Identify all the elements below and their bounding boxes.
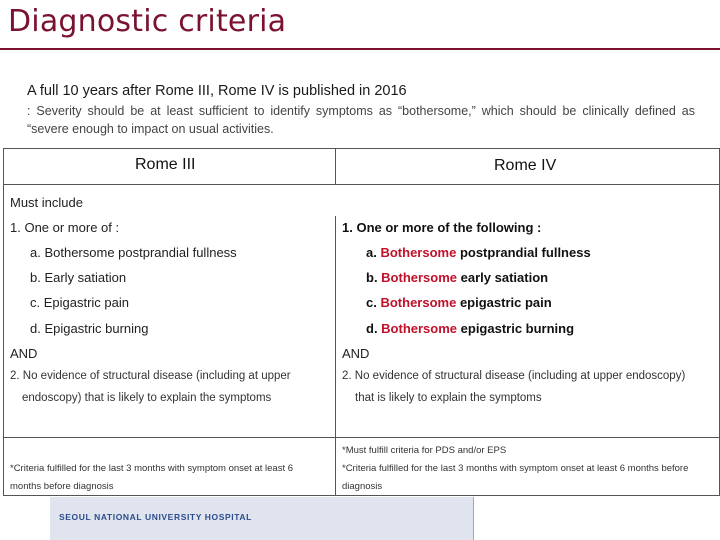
bothersome-highlight: Bothersome: [381, 270, 458, 285]
header-divider: [3, 184, 720, 185]
right-item1: 1. One or more of the following :: [342, 220, 542, 235]
right-item-c: c. Bothersome epigastric pain: [366, 295, 552, 310]
footnote-right-line2: diagnosis: [342, 481, 383, 492]
left-item1: 1. One or more of :: [10, 220, 120, 235]
left-item-d: d. Epigastric burning: [30, 321, 149, 336]
footnote-divider: [3, 437, 720, 438]
left-and: AND: [10, 346, 38, 361]
bothersome-highlight: Bothersome: [381, 321, 458, 336]
right-item-a: a. Bothersome postprandial fullness: [366, 245, 591, 260]
right-item2-line2: that is likely to explain the symptoms: [355, 392, 542, 404]
left-item-a: a. Bothersome postprandial fullness: [30, 245, 237, 260]
left-item2-line2: endoscopy) that is likely to explain the symptoms: [22, 392, 272, 404]
footnote-right-line1: *Criteria fulfilled for the last 3 months with symptom onset at least 6 months before: [342, 463, 689, 474]
right-item-b: b. Bothersome early satiation: [366, 270, 549, 285]
must-include-label: Must include: [10, 195, 83, 210]
left-item2-line1: 2. No evidence of structural disease (including at upper: [10, 370, 291, 382]
left-item-c: c. Epigastric pain: [30, 295, 129, 310]
title-bar: [0, 0, 720, 50]
right-and: AND: [342, 346, 370, 361]
bothersome-highlight: Bothersome: [380, 245, 457, 260]
rome-iii-header: Rome III: [135, 156, 196, 173]
left-item-b: b. Early satiation: [30, 270, 127, 285]
severity-note: : Severity should be at least sufficient to identify symptoms as “bothersome,” which should be clinically defined as “severe enough to impact on usual activities.: [27, 104, 695, 136]
footer-edge: [473, 497, 474, 540]
subtitle: A full 10 years after Rome III, Rome IV is published in 2016: [27, 83, 407, 99]
footnote-left-line2: months before diagnosis: [10, 481, 114, 492]
footnote-pds-eps: *Must fulfill criteria for PDS and/or EPS: [342, 445, 507, 456]
right-item2-line1: 2. No evidence of structural disease (including at upper endoscopy): [342, 370, 686, 382]
bothersome-highlight: Bothersome: [380, 295, 457, 310]
page-title: Diagnostic criteria: [8, 4, 287, 39]
footnote-left-line1: *Criteria fulfilled for the last 3 months with symptom onset at least 6: [10, 463, 294, 474]
right-item-d: d. Bothersome epigastric burning: [366, 321, 575, 336]
hospital-footer: [50, 497, 474, 540]
column-divider-body: [335, 216, 336, 496]
hospital-name: SEOUL NATIONAL UNIVERSITY HOSPITAL: [59, 512, 252, 522]
rome-iv-header: Rome IV: [494, 157, 557, 174]
column-divider-top: [335, 148, 336, 184]
